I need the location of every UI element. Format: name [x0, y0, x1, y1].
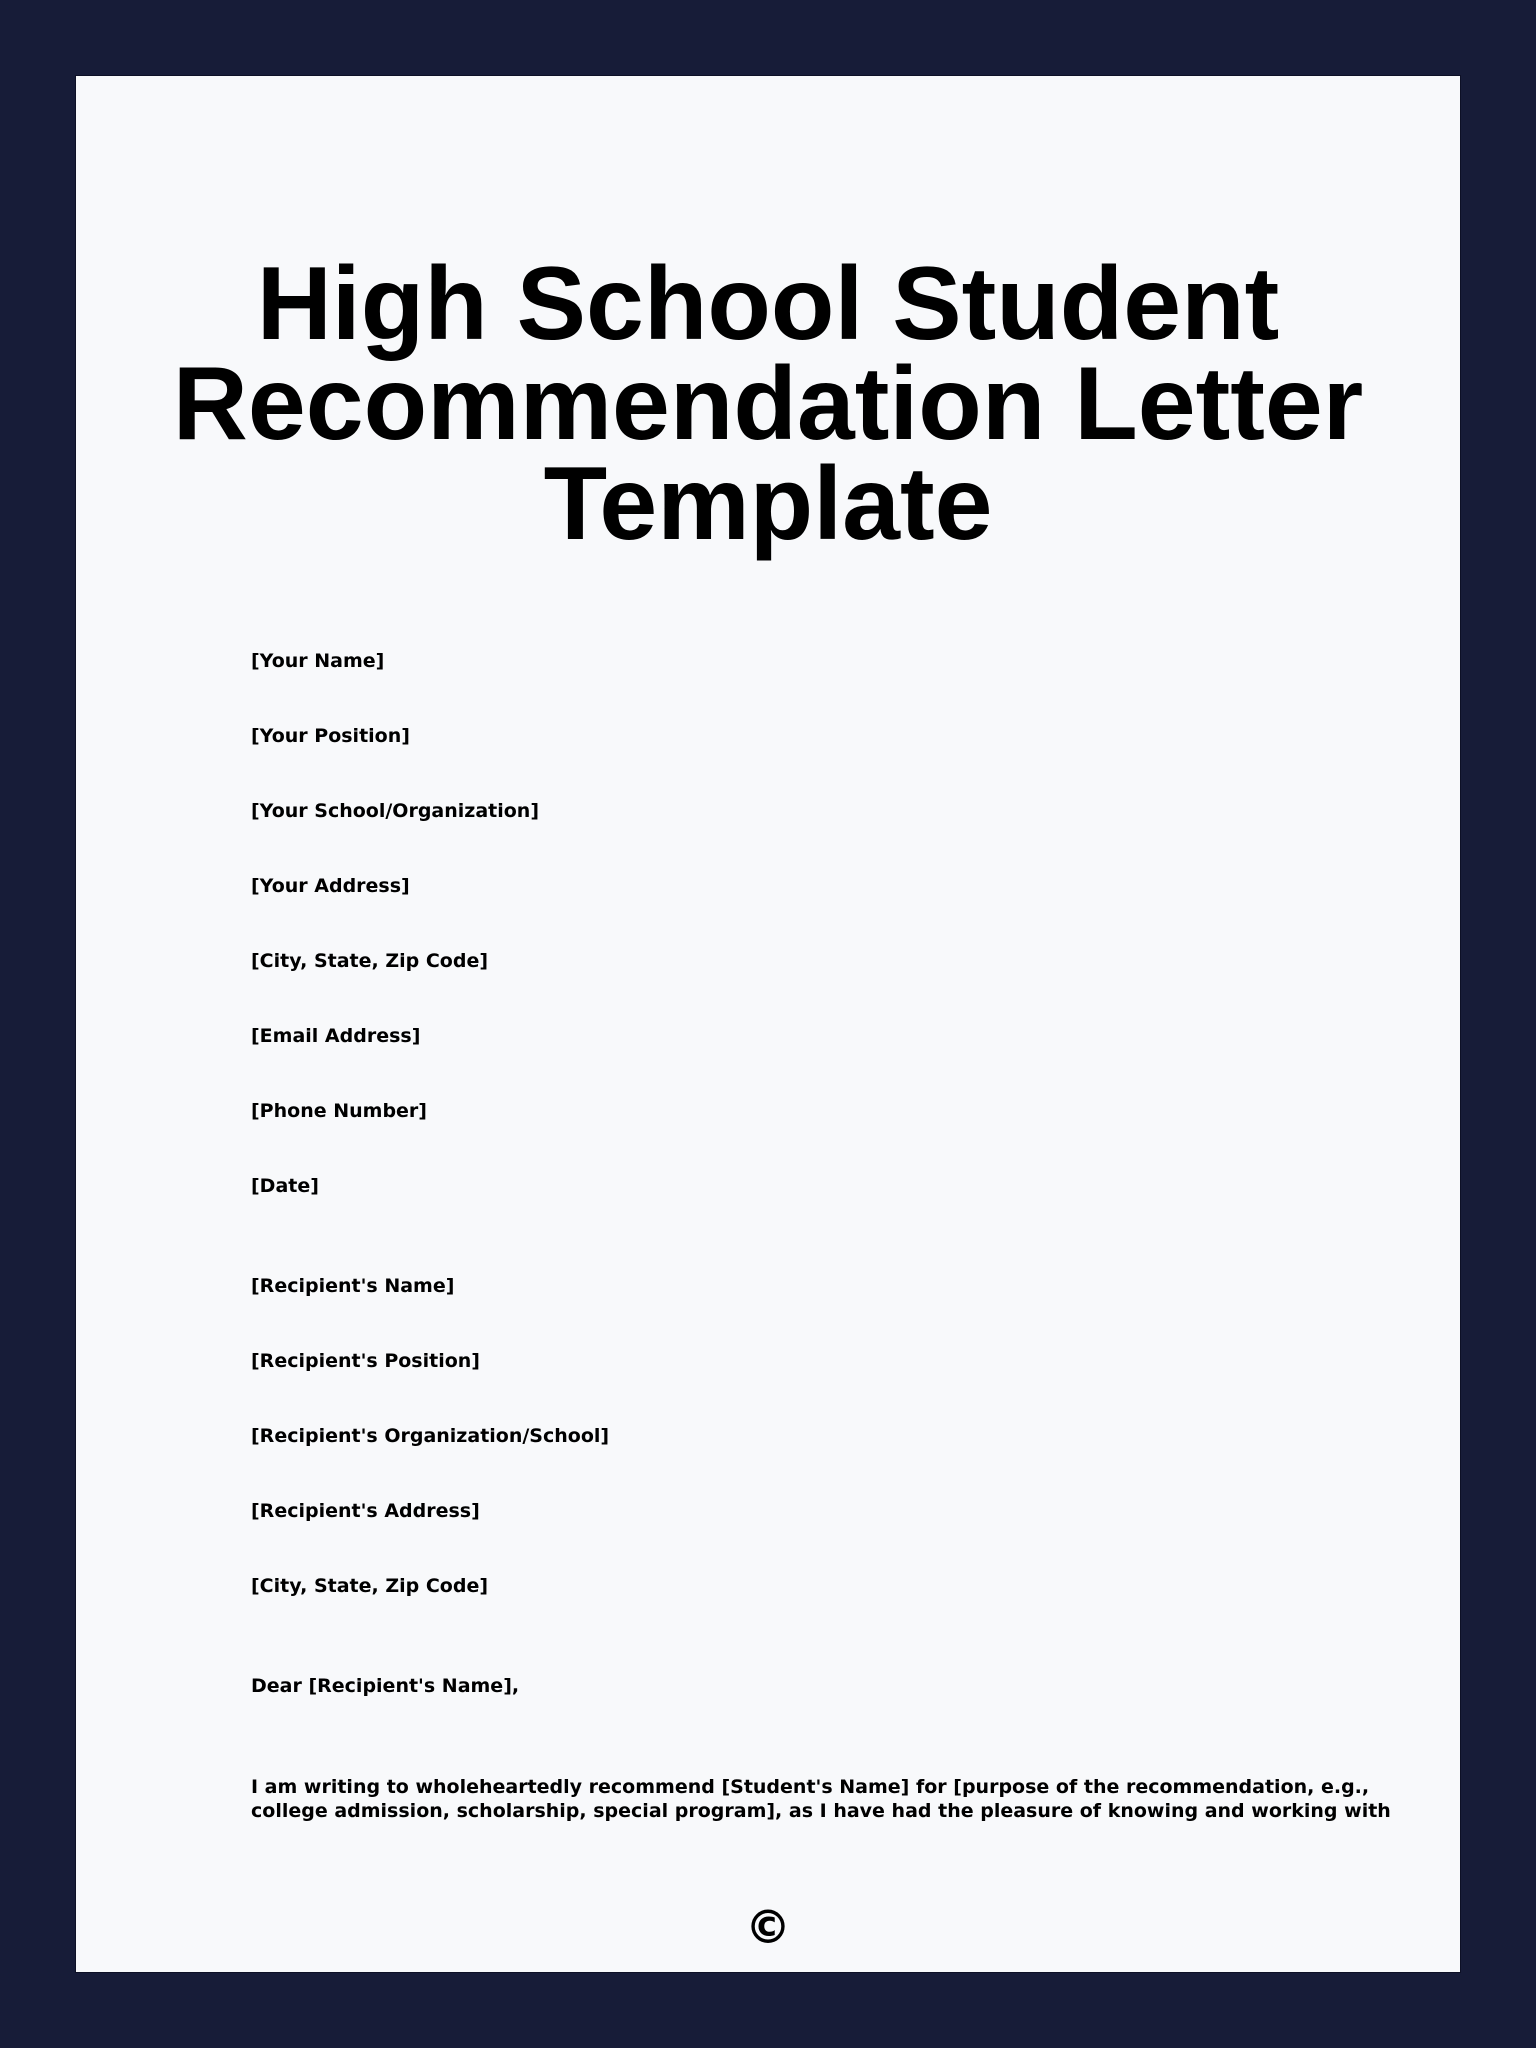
sender-name: [Your Name]: [251, 650, 385, 672]
recipient-city-state-zip: [City, State, Zip Code]: [251, 1575, 489, 1597]
body-paragraph: [251, 1775, 1391, 1823]
body-line: I am writing to wholeheartedly recommend [Student's Name] for [purpose of the recommendation, e.g.,: [251, 1776, 1370, 1798]
sender-phone: [Phone Number]: [251, 1100, 427, 1122]
sender-address: [Your Address]: [251, 875, 410, 897]
document-title: [76, 246, 1460, 562]
body-line: college admission, scholarship, special program], as I have had the pleasure of knowing and working with: [251, 1800, 1391, 1822]
sender-position: [Your Position]: [251, 725, 410, 747]
sender-organization: [Your School/Organization]: [251, 800, 540, 822]
letter-date: [Date]: [251, 1175, 319, 1197]
document-page: [75, 75, 1461, 1973]
title-line: Template: [543, 446, 993, 562]
title-line: High School Student: [256, 246, 1280, 362]
sender-city-state-zip: [City, State, Zip Code]: [251, 950, 489, 972]
copyright-icon: ©: [745, 1900, 791, 1954]
salutation: Dear [Recipient's Name],: [251, 1675, 520, 1697]
recipient-organization: [Recipient's Organization/School]: [251, 1425, 610, 1447]
recipient-position: [Recipient's Position]: [251, 1350, 480, 1372]
recipient-address: [Recipient's Address]: [251, 1500, 480, 1522]
title-line: Recommendation Letter: [172, 346, 1364, 462]
recipient-name: [Recipient's Name]: [251, 1275, 455, 1297]
sender-email: [Email Address]: [251, 1025, 421, 1047]
